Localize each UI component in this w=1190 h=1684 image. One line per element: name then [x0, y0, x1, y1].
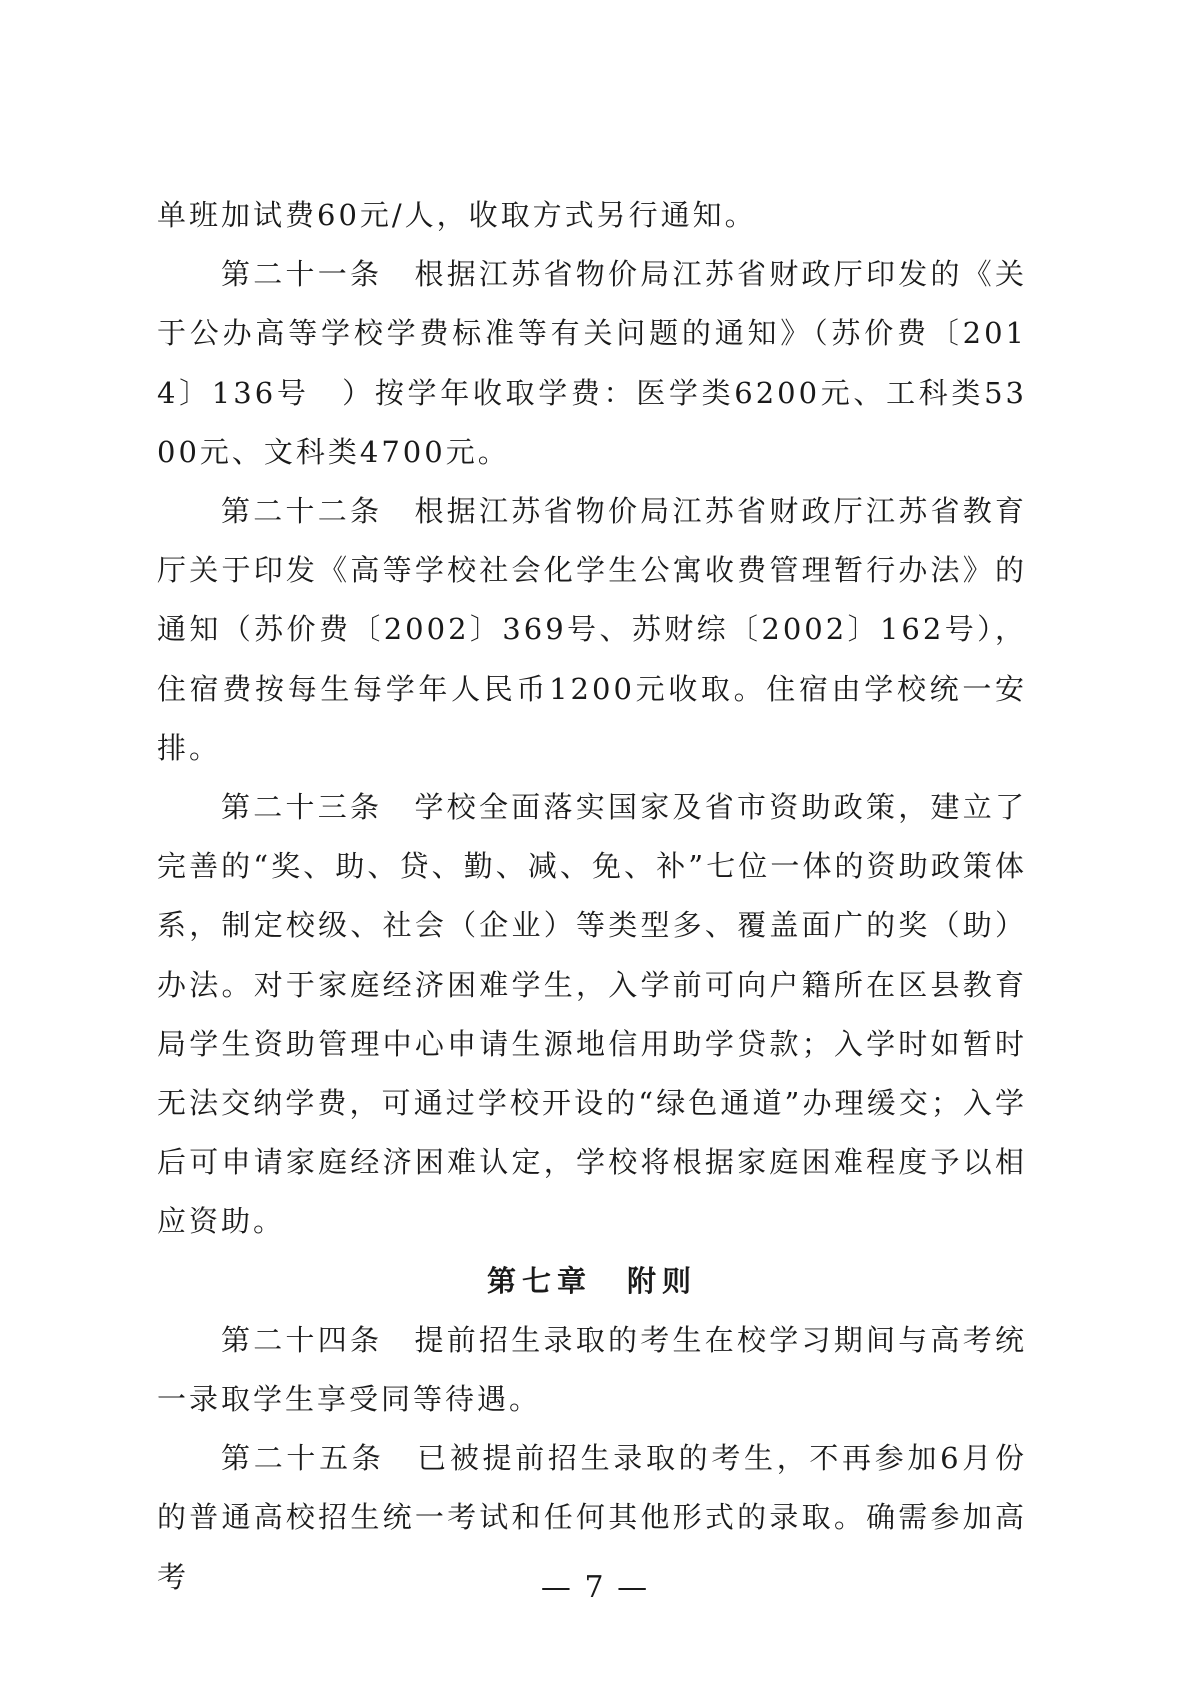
paragraph-article-24: 第二十四条 提前招生录取的考生在校学习期间与高考统一录取学生享受同等待遇。	[157, 1322, 1027, 1417]
paragraph-article-22: 第二十二条 根据江苏省物价局江苏省财政厅江苏省教育厅关于印发《高等学校社会化学生公寓收费管理暂行办法》的通知（苏价费〔2002〕369号、苏财综〔2002〕162号），住宿费按每生每学年人民币1200元收取。住宿由学校统一安排。	[157, 494, 1027, 765]
paragraph-article-21: 第二十一条 根据江苏省物价局江苏省财政厅印发的《关于公办高等学校学费标准等有关问题的通知》（苏价费〔2014〕136号 ）按学年收取学费：医学类6200元、工科类5300元、文科类4700元。	[157, 257, 1027, 469]
paragraph-fee-continuation: 单班加试费60元/人，收取方式另行通知。	[157, 198, 757, 232]
document-body	[157, 186, 1027, 1607]
page-number: — 7 —	[540, 1570, 650, 1605]
paragraph-article-25: 第二十五条 已被提前招生录取的考生，不再参加6月份的普通高校招生统一考试和任何其他形式的录取。确需参加高考	[157, 1441, 1027, 1594]
paragraph-article-23: 第二十三条 学校全面落实国家及省市资助政策，建立了完善的“奖、助、贷、勤、减、免、补”七位一体的资助政策体系，制定校级、社会（企业）等类型多、覆盖面广的奖（助）办法。对于家庭经济困难学生，入学前可向户籍所在区县教育局学生资助管理中心申请生源地信用助学贷款；入学时如暂时无法交纳学费，可通过学校开设的“绿色通道”办理缓交；入学后可申请家庭经济困难认定，学校将根据家庭困难程度予以相应资助。	[157, 790, 1027, 1239]
chapter-heading: 第七章 附则	[486, 1263, 697, 1298]
